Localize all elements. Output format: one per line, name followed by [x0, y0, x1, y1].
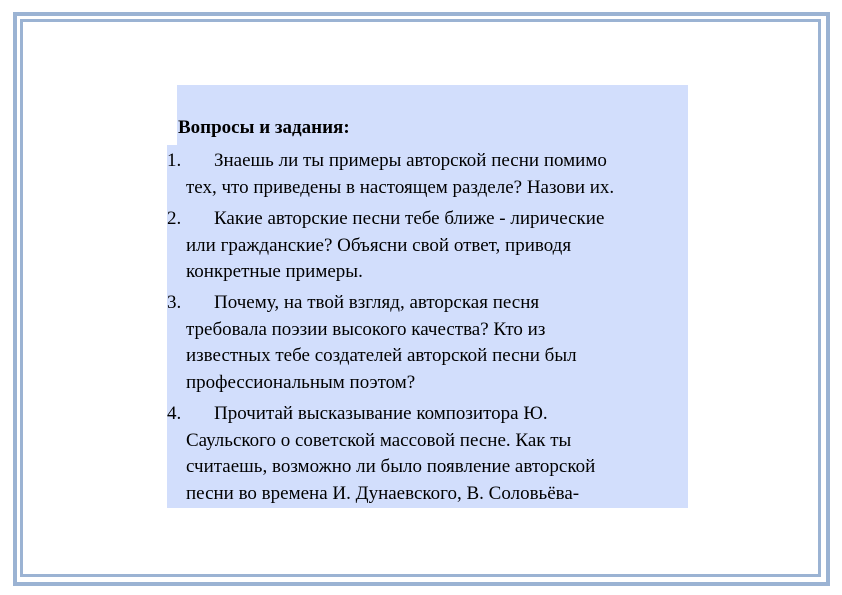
question-line: песни во времена И. Дунаевского, В. Соловьёва- [186, 482, 580, 504]
question-line: Какие авторские песни тебе ближе - лирические [214, 208, 605, 229]
question-line: Саульского о советской массовой песне. Как ты [186, 429, 572, 451]
question-item-1 [167, 148, 614, 201]
question-line: тех, что приведены в настоящем разделе? Назови их. [186, 176, 615, 198]
question-line: конкретные примеры. [186, 261, 363, 282]
question-line: Знаешь ли ты примеры авторской песни помимо [214, 150, 607, 171]
question-line: Прочитай высказывание композитора Ю. [214, 403, 548, 424]
question-line: считаешь, возможно ли было появление авторской [186, 456, 596, 477]
question-line: Почему, на твой взгляд, авторская песня [214, 292, 540, 313]
question-line: или гражданские? Объясни свой ответ, приводя [186, 234, 572, 256]
question-number: 4. [167, 403, 182, 424]
question-item-4 [167, 401, 595, 507]
question-line: профессиональным поэтом? [186, 371, 416, 393]
question-item-2 [167, 206, 604, 286]
question-number: 3. [167, 292, 182, 313]
question-line: требовала поэзии высокого качества? Кто из [186, 318, 546, 340]
question-line: известных тебе создателей авторской песни был [186, 345, 577, 366]
question-item-3 [167, 290, 577, 396]
question-number: 1. [167, 150, 182, 171]
question-number: 2. [167, 208, 182, 229]
heading: Вопросы и задания: [178, 117, 350, 138]
